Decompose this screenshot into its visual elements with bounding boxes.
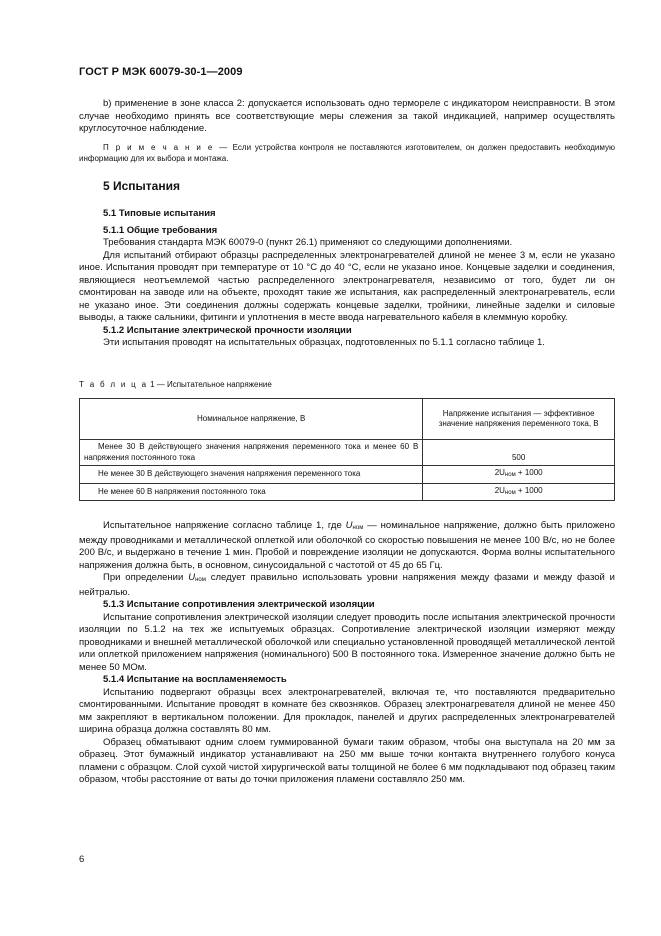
item-b-paragraph: b) применение в зоне класса 2: допускается использовать одно термореле с индикатором неисправности. В этом случае необходимо принять все соответствующие меры слежения за такой индикацией, например осуществлять круглосуточное наблюдение.	[79, 98, 615, 134]
section-5-1-3-p1: Испытание сопротивления электрической изоляции следует проводить после испытания электрической прочности изоляции по 5.1.2 на тех же испытуемых образцах. Сопротивление электрической изоляции измеряют между проводниками и внешней металлической оболочкой или специально установленной проводящей металлической лентой или оплеткой приложением напряжения (номинального) 500 В постоянного тока. Измеренное значение должно быть не менее 50 МОм.	[79, 611, 615, 673]
section-5-1-4-title: 5.1.4 Испытание на воспламеняемость	[103, 674, 287, 685]
formula-sub: ном	[504, 472, 516, 478]
text-span: следует правильно использовать уровни напряжения между фазами и между фазой и нейтралью.	[79, 572, 615, 598]
table-cell-nominal: Не менее 60 В напряжения постоянного тока	[80, 483, 423, 501]
note-label: П р и м е ч а н и е —	[103, 142, 229, 152]
section-5	[79, 180, 615, 193]
page-number: 6	[79, 854, 85, 865]
section-5-1-1-title: 5.1.1 Общие требования	[103, 224, 218, 236]
section-5-1-title: 5.1 Типовые испытания	[103, 208, 216, 219]
symbol-u: U	[345, 520, 353, 531]
section-5-1-2-p1: Эти испытания проводят на испытательных образцах, подготовленных по 5.1.1 согласно таблице 1.	[103, 337, 545, 348]
section-5-1-2-title: 5.1.2 Испытание электрической прочности изоляции	[103, 324, 352, 336]
table-row	[80, 466, 615, 484]
section-5-1-1-p2: Для испытаний отбирают образцы распределенных электронагревателей длиной не менее 3 м, если не указано иное. Испытания проводят при температуре от 10 °С до 40 °С, если не указано иное. Концевые заделки и соединения, являющиеся неотъемлемой частью распределенного электронагревателя, независимо от того, будет ли он смонтирован на заводе или на объекте, проходят такие же испытания, как распределенный электронагреватель, если не указано иное. Эти соединения должны содержать концевые заделки, тройники, линейные заделки и силовые выводы, а также сальники, фитинги и уплотнения в месте ввода нагревательного кабеля в клеммную коробку.	[79, 249, 615, 323]
section-5-1-block	[79, 208, 615, 350]
table-1-caption-text: 1 — Испытательное напряжение	[150, 380, 272, 389]
note-paragraph	[79, 142, 615, 164]
document-header: ГОСТ Р МЭК 60079-30-1—2009	[79, 66, 243, 78]
section-5-1-4-p2: Образец обматывают одним слоем гуммированной бумаги таким образом, чтобы она выступала на 20 мм за образец. Этот бумажный индикатор устанавливают на 250 мм выше точки контакта внутреннего голубого конуса пламени с образцом. Слой сухой чистой хирургической ваты толщиной не более 6 мм подкладывают под образец таким образом, чтобы расстояние от ваты до точки приложения пламени составляло 250 мм.	[79, 736, 615, 785]
table-1-caption	[79, 380, 272, 389]
section-5-1-1-p1: Требования стандарта МЭК 60079-0 (пункт 26.1) применяют со следующими дополнениями.	[103, 237, 513, 248]
table-row	[80, 483, 615, 501]
symbol-sub: ном	[195, 577, 206, 583]
table-header-row	[80, 399, 615, 440]
table-header-nominal: Номинальное напряжение, В	[80, 399, 423, 440]
table-cell-test	[423, 466, 615, 484]
table-cell-test	[423, 483, 615, 501]
formula-u: 2U	[494, 485, 505, 495]
table-cell-test: 500	[423, 440, 615, 466]
table-header-test: Напряжение испытания — эффективное значение напряжения переменного тока, В	[423, 399, 615, 440]
formula-sub: ном	[504, 489, 516, 496]
formula-u: 2U	[494, 468, 505, 477]
formula-rest: + 1000	[515, 485, 543, 495]
note-text: Если устройства контроля не поставляются изготовителем, он должен предоставить необходимую информацию для их выбора и монтажа.	[79, 142, 615, 163]
symbol-u: U	[188, 572, 196, 583]
text-span: Испытательное напряжение согласно таблице 1, где	[103, 520, 346, 531]
text-span: — номинальное напряжение, должно быть приложено между проводниками и металлической оплеткой или оболочкой со скоростью повышения не менее 100 В/с, но не более 200 В/с, и выдержано в течение 1 мин. Пробой и повреждение изоляции не допускаются. Форма волны испытательного напряжения должна быть, в основном, синусоидальной с частотой от 45 до 65 Гц.	[79, 520, 615, 571]
text-span: При определении	[103, 572, 189, 583]
section-5-title: 5 Испытания	[103, 179, 180, 193]
table-cell-nominal: Не менее 30 В действующего значения напряжения переменного тока	[80, 466, 423, 484]
after-table-p1	[79, 520, 615, 572]
after-table-block	[79, 520, 615, 787]
section-5-1-4-p1: Испытанию подвергают образцы всех электронагревателей, включая те, что поставляются предварительно смонтированными. Испытание проводят в комнате без сквозняков. Образец электронагревателя длиной не менее 450 мм закрепляют в вертикальном положении. Для прокладок, панелей и других распределенных электронагревателей ширина образца должна составлять 80 мм.	[79, 686, 615, 735]
table-1	[79, 398, 615, 501]
table-row	[80, 440, 615, 466]
table-1-caption-label: Т а б л и ц а	[79, 380, 148, 389]
table-cell-nominal: Менее 30 В действующего значения напряжения переменного тока и менее 60 В напряжения постоянного тока	[80, 440, 423, 466]
formula-rest: + 1000	[515, 468, 543, 477]
after-table-p2	[79, 572, 615, 599]
intro-block	[79, 98, 615, 164]
symbol-sub: ном	[352, 525, 364, 531]
section-5-1-3-title: 5.1.3 Испытание сопротивления электрической изоляции	[103, 599, 375, 610]
